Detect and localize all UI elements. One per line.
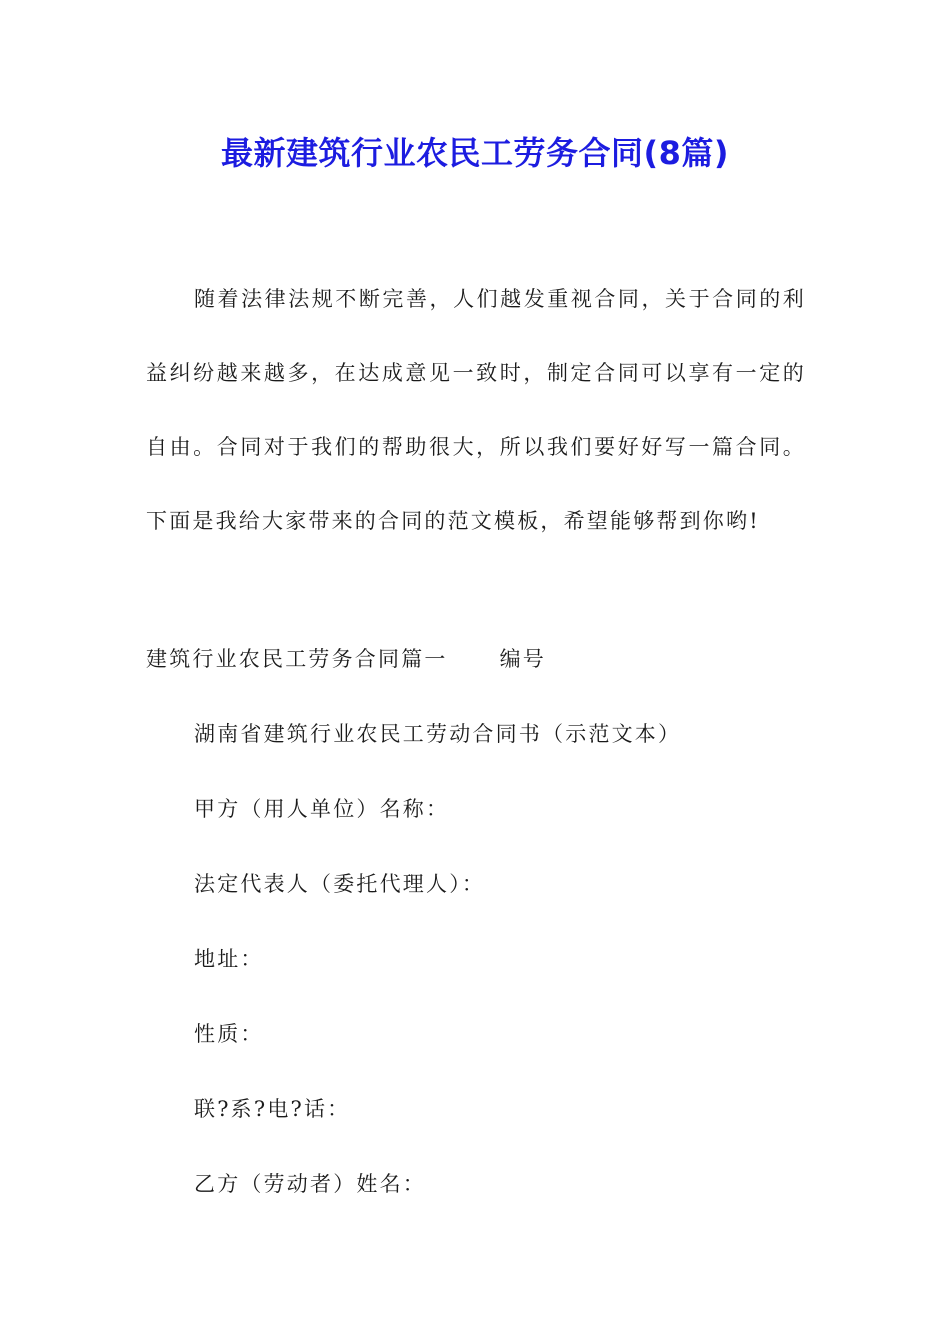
address-line: 地址： [194,947,264,971]
nature-line: 性质： [194,1022,264,1046]
document-title: 最新建筑行业农民工劳务合同(8篇) [220,134,730,172]
legal-representative-line: 法定代表人（委托代理人）： [194,872,486,896]
section-number-label: 编号 [499,647,547,671]
contract-book-title: 湖南省建筑行业农民工劳动合同书（示范文本） [194,722,682,746]
party-b-name-line: 乙方（劳动者）姓名： [194,1172,426,1196]
section-heading [146,643,546,673]
section-heading-text: 建筑行业农民工劳务合同篇一 [146,647,448,671]
party-a-name-line: 甲方（用人单位）名称： [194,797,450,821]
phone-line: 联?系?电?话： [194,1097,351,1121]
intro-paragraph: 随着法律法规不断完善，人们越发重视合同，关于合同的利益纠纷越来越多，在达成意见一致时，制定合同可以享有一定的自由。合同对于我们的帮助很大，所以我们要好好写一篇合同。下面是我给大家带来的合同的范文模板，希望能够帮到你哟! [146,287,806,533]
